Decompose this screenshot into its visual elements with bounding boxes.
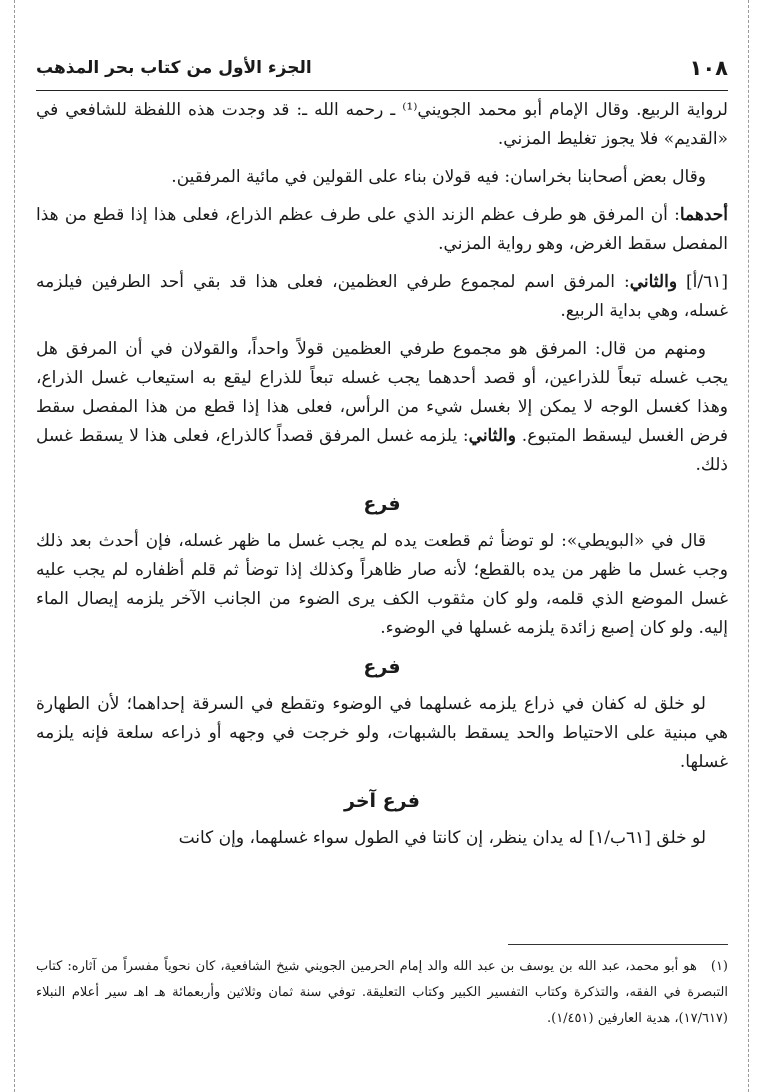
paragraph-3: [36, 201, 728, 259]
footnote-text: هو أبو محمد، عبد الله بن يوسف بن عبد الله والد إمام الحرمين الجويني شيخ الشافعية، كان نحوياً مفسراً من آثاره: كتاب التبصرة في الفقه، والتذكرة وكتاب التفسير الكبير وكتاب التعليقة. توفي سنة ثمان وثلاثين وأربعمائة هـ اهـ سير أعلام النبلاء (١٧/٦١٧)، هدية العارفين (١/٤٥١).: [36, 959, 728, 1026]
section-heading-2: فرع: [363, 656, 401, 678]
paragraph-5: [36, 335, 728, 480]
paragraph-7: لو خلق له كفان في ذراع يلزمه غسلهما في الوضوء وتقطع في السرقة إحداهما؛ لأن الطهارة هي مبنية على الاحتياط والحد يسقط بالشبهات، ولو خرجت في وجهه أو ذراعه سلعة فإنه يلزمه غسلها.: [36, 694, 728, 772]
running-title: الجزء الأول من كتاب بحر المذهب: [36, 58, 312, 78]
paragraph-5-text-2: : يلزمه غسل المرفق قصداً كالذراع، فعلى هذا لا يسقط غسل ذلك.: [36, 426, 728, 475]
paragraph-3-text: : أن المرفق هو طرف عظم الزند الذي على طرف عظم الذراع، فعلى هذا إذا قطع من هذا المفصل سقط الغرض، وهو رواية المزني.: [36, 205, 728, 254]
section-heading-3: فرع آخر: [344, 790, 420, 812]
scan-edge-left: [14, 0, 15, 1092]
page-number: ١٠٨: [689, 56, 728, 80]
paragraph-3-lead: أحدهما: [679, 205, 728, 225]
paragraph-4-lead: والثاني: [629, 272, 678, 292]
scan-edge-right: [748, 0, 749, 1092]
main-text: [36, 96, 728, 862]
paragraph-6: قال في «البويطي»: لو توضأ ثم قطعت يده لم يجب غسل ما ظهر غسله، فإن أحدث بعد ذلك وجب غسل ما ظهر من يده بالقطع؛ لأنه صار ظاهراً وكذلك إذا توضأ ثم قلم أظفاره لم يجب عليه غسل الموضع الذي قلمه، ولو كان مثقوب الكف يرى الضوء من الجانب الآخر يلزمه إيصال الماء إليه. ولو كان إصبع زائدة يلزمه غسلها في الوضوء.: [36, 531, 728, 638]
paragraph-4: [36, 268, 728, 326]
footnote-number: (١): [710, 959, 728, 974]
section-heading-1: فرع: [363, 493, 401, 515]
page-header: [36, 56, 728, 90]
header-rule: [36, 90, 728, 91]
manuscript-ref: [٦١/أ]: [677, 272, 728, 292]
paragraph-2: وقال بعض أصحابنا بخراسان: فيه قولان بناء على القولين في مائية المرفقين.: [171, 167, 706, 187]
paragraph-1: لرواية الربيع. وقال الإمام أبو محمد الجويني⁽¹⁾ ـ رحمه الله ـ: قد وجدت هذه اللفظة للشافعي في «القديم» فلا يجوز تغليط المزني.: [36, 100, 728, 149]
footnote-rule: [508, 944, 728, 945]
paragraph-4-text: : المرفق اسم لمجموع طرفي العظمين، فعلى هذا قد بقي أحد الطرفين فيلزمه غسله، وهي بداية الربيع.: [36, 272, 728, 321]
paragraph-5-text-1: ومنهم من قال: المرفق هو مجموع طرفي العظمين قولاً واحداً، والقولان في أن المرفق هل يجب غسله تبعاً للذراعين، أو قصد أحدهما يجب غسله تبعاً للذراع ليقع به استيعاب غسل الذراع، وهذا كغسل الوجه لا يمكن إلا بغسل شيء من الرأس، فعلى هذا إذا قطع من هذا المفصل سقط فرض الغسل ليسقط المتبوع.: [36, 339, 728, 446]
paragraph-5-lead: والثاني: [468, 426, 516, 446]
footnote: [36, 954, 728, 1032]
paragraph-8: لو خلق [٦١ب/١] له يدان ينظر، إن كانتا في الطول سواء غسلهما، وإن كانت: [178, 828, 706, 848]
